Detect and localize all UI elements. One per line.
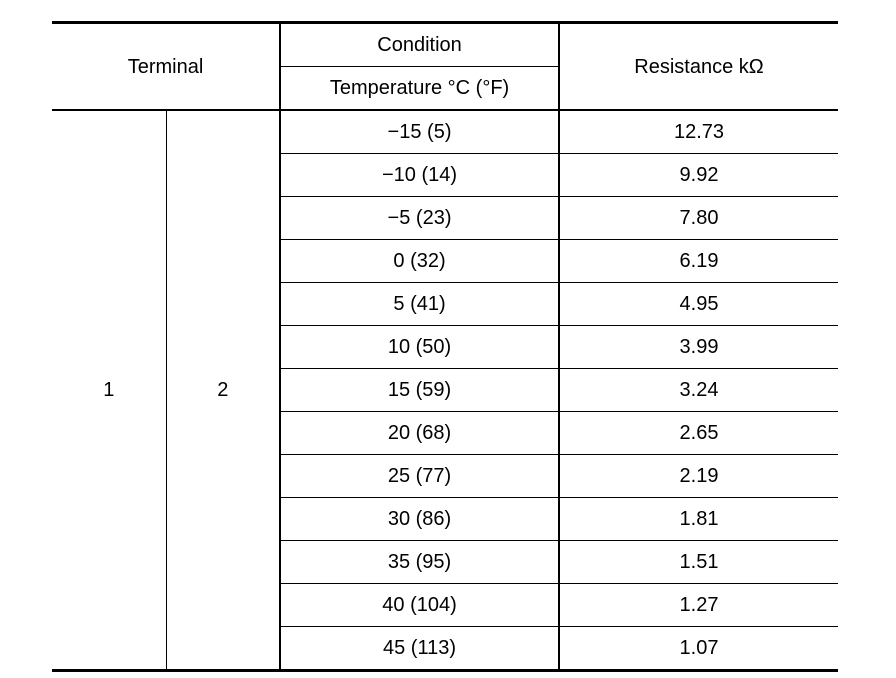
terminal-second-cell: 2 xyxy=(166,110,280,671)
header-resistance: Resistance kΩ xyxy=(559,23,838,111)
header-temperature: Temperature °C (°F) xyxy=(280,67,559,111)
temperature-cell: 35 (95) xyxy=(280,541,559,584)
header-row-1 xyxy=(52,23,838,67)
temperature-cell: 10 (50) xyxy=(280,326,559,369)
table-body xyxy=(52,110,838,671)
resistance-cell: 1.27 xyxy=(559,584,838,627)
temperature-cell: −15 (5) xyxy=(280,110,559,154)
resistance-cell: 2.65 xyxy=(559,412,838,455)
temperature-cell: 45 (113) xyxy=(280,627,559,671)
temperature-cell: 15 (59) xyxy=(280,369,559,412)
terminal-first-cell: 1 xyxy=(52,110,166,671)
resistance-spec-table xyxy=(52,21,838,672)
resistance-cell: 7.80 xyxy=(559,197,838,240)
resistance-cell: 1.51 xyxy=(559,541,838,584)
table-row xyxy=(52,110,838,154)
header-terminal: Terminal xyxy=(52,23,280,111)
resistance-cell: 9.92 xyxy=(559,154,838,197)
resistance-cell: 1.07 xyxy=(559,627,838,671)
resistance-cell: 2.19 xyxy=(559,455,838,498)
temperature-cell: 5 (41) xyxy=(280,283,559,326)
resistance-cell: 3.99 xyxy=(559,326,838,369)
temperature-cell: 40 (104) xyxy=(280,584,559,627)
resistance-cell: 12.73 xyxy=(673,121,725,143)
resistance-cell: 4.95 xyxy=(559,283,838,326)
temperature-cell: −10 (14) xyxy=(280,154,559,197)
header-condition: Condition xyxy=(280,23,559,67)
resistance-cell: 1.81 xyxy=(559,498,838,541)
temperature-cell: 0 (32) xyxy=(280,240,559,283)
temperature-cell: −5 (23) xyxy=(280,197,559,240)
temperature-cell: 30 (86) xyxy=(280,498,559,541)
temperature-cell: 25 (77) xyxy=(280,455,559,498)
resistance-cell: 3.24 xyxy=(559,369,838,412)
resistance-cell: 6.19 xyxy=(559,240,838,283)
temperature-cell: 20 (68) xyxy=(280,412,559,455)
